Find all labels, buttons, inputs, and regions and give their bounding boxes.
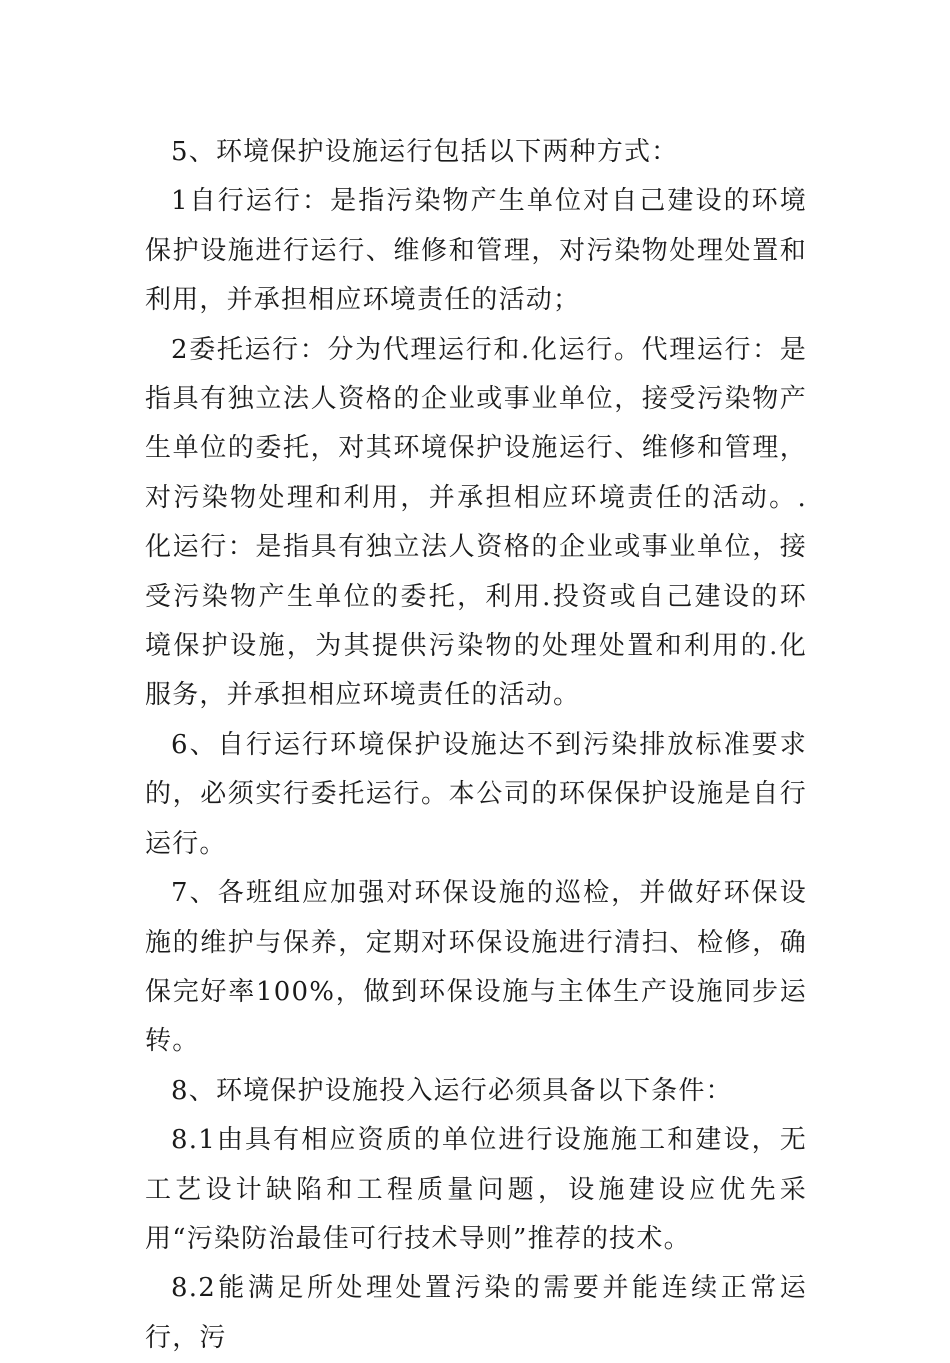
paragraph-item-8: 8、环境保护设施投入运行必须具备以下条件： [171, 1075, 733, 1106]
paragraph-item-6: 6、自行运行环境保护设施达不到污染排放标准要求的，必须实行委托运行。本公司的环保保护设施是自行运行。 [145, 729, 807, 859]
paragraph-entrusted-operation: 2委托运行：分为代理运行和.化运行。代理运行：是指具有独立法人资格的企业或事业单位，接受污染物产生单位的委托，对其环境保护设施运行、维修和管理，对污染物处理和利用，并承担相应环境责任的活动。.化运行：是指具有独立法人资格的企业或事业单位，接受污染物产生单位的委托，利用.投资或自己建设的环境保护设施，为其提供污染物的处理处置和利用的.化服务，并承担相应环境责任的活动。 [145, 334, 807, 711]
document-body [145, 128, 807, 1363]
paragraph-item-7: 7、各班组应加强对环保设施的巡检，并做好环保设施的维护与保养，定期对环保设施进行清扫、检修，确保完好率100%，做到环保设施与主体生产设施同步运转。 [145, 878, 807, 1057]
paragraph-item-5: 5、环境保护设施运行包括以下两种方式： [171, 137, 679, 167]
paragraph-item-8-2: 8.2能满足所处理处置污染的需要并能连续正常运行，污 [145, 1273, 807, 1353]
paragraph-item-8-1: 8.1由具有相应资质的单位进行设施施工和建设，无工艺设计缺陷和工程质量问题，设施建设应优先采用“污染防治最佳可行技术导则”推荐的技术。 [145, 1125, 807, 1254]
paragraph-self-operation: 1自行运行：是指污染物产生单位对自己建设的环境保护设施进行运行、维修和管理，对污染物处理处置和利用，并承担相应环境责任的活动； [145, 186, 807, 316]
